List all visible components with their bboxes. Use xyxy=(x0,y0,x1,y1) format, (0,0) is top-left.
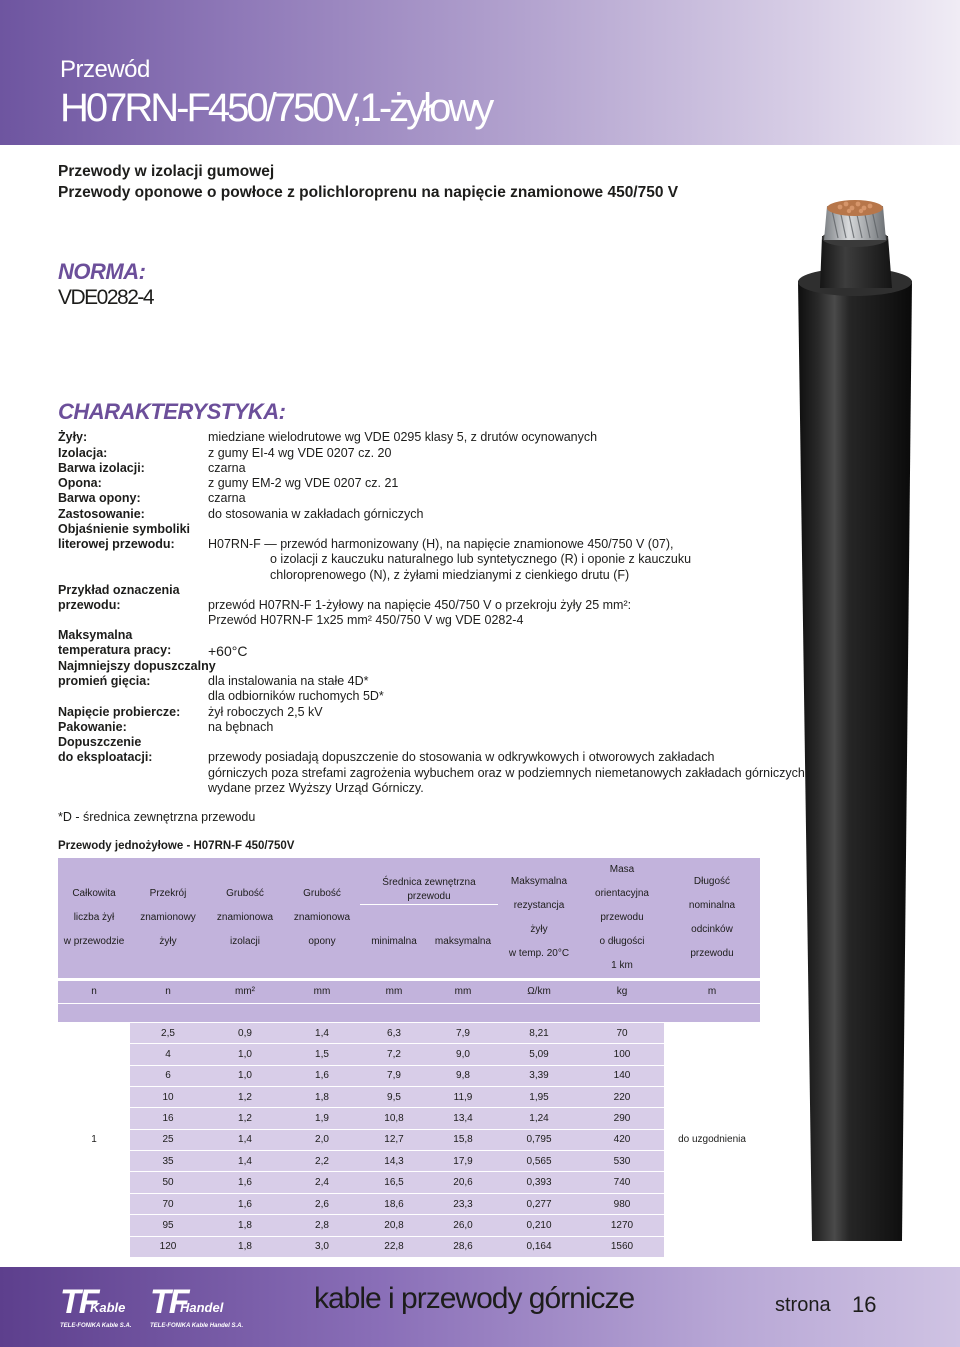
table-cell: 0,277 xyxy=(498,1193,580,1214)
table-row xyxy=(58,1171,760,1192)
footer-title: kable i przewody górnicze xyxy=(314,1282,635,1315)
header-cross-section: Przekrój znamionowy żyły xyxy=(130,858,206,978)
table-cell: 1270 xyxy=(580,1214,664,1235)
subtitle-2: Przewody oponowe o powłoce z polichloroprenu na napięcie znamionowe 450/750 V xyxy=(58,184,679,201)
table-cell: 1,6 xyxy=(206,1193,284,1214)
table-cell: 9,5 xyxy=(360,1086,428,1107)
table-cell: 2,6 xyxy=(284,1193,360,1214)
table-cell: 220 xyxy=(580,1086,664,1107)
logo-word: Handel xyxy=(180,1300,224,1315)
spec-value-temp: +60°C xyxy=(208,643,248,659)
table-cell: 0,565 xyxy=(498,1150,580,1171)
table-cell: 1,9 xyxy=(284,1107,360,1128)
table-cell: 13,4 xyxy=(428,1107,498,1128)
table-cell: 10 xyxy=(130,1086,206,1107)
table-cell: 35 xyxy=(130,1150,206,1171)
table-cell: 9,0 xyxy=(428,1043,498,1064)
table-cell: 25 xyxy=(130,1129,206,1150)
table-cell: 2,4 xyxy=(284,1171,360,1192)
table-cell: 980 xyxy=(580,1193,664,1214)
spec-label-temp-1: Maksymalna xyxy=(58,628,133,642)
spec-label-test-voltage: Napięcie probiercze: xyxy=(58,705,181,719)
table-cell: 2,5 xyxy=(130,1022,206,1043)
header-sheath-thickness: Grubość znamionowa opony xyxy=(284,858,360,978)
table-cell: 2,0 xyxy=(284,1129,360,1150)
subtitle-1: Przewody w izolacji gumowej xyxy=(58,163,275,180)
table-cell: 5,09 xyxy=(498,1043,580,1064)
table-row xyxy=(58,1107,760,1128)
logo-tf-kable xyxy=(60,1283,140,1329)
table-cell: 16,5 xyxy=(360,1171,428,1192)
spec-label-insulation: Izolacja: xyxy=(58,446,108,460)
spec-value-approval-line-3: wydane przez Wyższy Urząd Górniczy. xyxy=(208,781,424,795)
table-row xyxy=(58,1129,760,1150)
table-cell: 1,6 xyxy=(206,1171,284,1192)
cable-image xyxy=(780,196,930,1246)
spec-label-insulation-color: Barwa izolacji: xyxy=(58,461,145,475)
table-row xyxy=(58,1214,760,1235)
table-cell: 3,39 xyxy=(498,1065,580,1086)
table-caption: Przewody jednożyłowe - H07RN-F 450/750V xyxy=(58,840,295,852)
table-cell: 2,2 xyxy=(284,1150,360,1171)
table-spacer xyxy=(58,1003,760,1022)
logo-subtitle: TELE-FONIKA Kable S.A. xyxy=(60,1323,132,1329)
table-row xyxy=(58,1086,760,1107)
table-cell: 120 xyxy=(130,1236,206,1257)
spec-value-bend-line-1: dla instalowania na stałe 4D* xyxy=(208,674,369,688)
header-diameter-min: minimalna xyxy=(360,905,428,978)
table-cell: 0,393 xyxy=(498,1171,580,1192)
table-row xyxy=(58,1150,760,1171)
unit-cell: mm xyxy=(428,978,498,1003)
table-cell: 70 xyxy=(130,1193,206,1214)
spacer-row xyxy=(58,1003,760,1022)
spec-label-temp-2: temperatura pracy: xyxy=(58,643,172,657)
table-cell: 4 xyxy=(130,1043,206,1064)
table-cell: 1,8 xyxy=(206,1236,284,1257)
logo-tf-handel xyxy=(150,1283,250,1329)
spec-value-test-voltage: żył roboczych 2,5 kV xyxy=(208,705,323,719)
cable-spec-table xyxy=(58,858,760,1257)
spec-value-insulation: z gumy EI-4 wg VDE 0207 cz. 20 xyxy=(208,446,392,460)
spec-value-cores: miedziane wielodrutowe wg VDE 0295 klasy 5, z drutów ocynowanych xyxy=(208,430,598,444)
table-row xyxy=(58,1193,760,1214)
table-cell: 11,9 xyxy=(428,1086,498,1107)
table-cell: 1,95 xyxy=(498,1086,580,1107)
spec-value-sheath-color: czarna xyxy=(208,491,246,505)
table-cell: 1,4 xyxy=(206,1129,284,1150)
table-cell: 1,5 xyxy=(284,1043,360,1064)
page-number: 16 xyxy=(852,1292,877,1317)
table-cell: 1560 xyxy=(580,1236,664,1257)
unit-cell: Ω/km xyxy=(498,978,580,1003)
spec-label-symbol-1: Objaśnienie symboliki xyxy=(58,522,190,536)
table-cell: 10,8 xyxy=(360,1107,428,1128)
spec-label-bend-1: Najmniejszy dopuszczalny xyxy=(58,659,216,673)
table-cell: 95 xyxy=(130,1214,206,1235)
table-cell: 23,3 xyxy=(428,1193,498,1214)
unit-cell: kg xyxy=(580,978,664,1003)
table-row xyxy=(58,1043,760,1064)
spec-value-bend-line-2: dla odbiorników ruchomych 5D* xyxy=(208,689,384,703)
page-label: strona xyxy=(775,1294,831,1316)
table-cell: 1,4 xyxy=(206,1150,284,1171)
spec-label-sheath: Opona: xyxy=(58,476,102,490)
characteristics-heading: CHARAKTERYSTYKA: xyxy=(58,399,286,424)
table-cell: 0,795 xyxy=(498,1129,580,1150)
table-cell: 420 xyxy=(580,1129,664,1150)
norma-value: VDE0282-4 xyxy=(58,286,154,309)
table-cell: 7,9 xyxy=(428,1022,498,1043)
table-cell: 17,9 xyxy=(428,1150,498,1171)
table-body xyxy=(58,1022,760,1257)
table-cell: 15,8 xyxy=(428,1129,498,1150)
table-cell: 20,6 xyxy=(428,1171,498,1192)
table-cell: 26,0 xyxy=(428,1214,498,1235)
table-cell: 1,0 xyxy=(206,1065,284,1086)
table-cell: 0,9 xyxy=(206,1022,284,1043)
table-cell: 100 xyxy=(580,1043,664,1064)
unit-cell: mm xyxy=(360,978,428,1003)
header-total-cores: Całkowita liczba żył w przewodzie xyxy=(58,858,130,978)
table-cell: 1,8 xyxy=(284,1086,360,1107)
spec-value-symbol-line-1: H07RN-F ― przewód harmonizowany (H), na napięcie znamionowe 450/750 V (07), xyxy=(208,537,674,551)
header-outer-diameter: Średnica zewnętrzna przewodu xyxy=(360,858,498,905)
spec-label-example-2: przewodu: xyxy=(58,598,121,612)
header-max-resistance: Maksymalna rezystancja żyły w temp. 20°C xyxy=(498,858,580,978)
table-cell: 1,2 xyxy=(206,1086,284,1107)
spec-value-application: do stosowania w zakładach górniczych xyxy=(208,507,424,521)
logo-subtitle: TELE-FONIKA Kable Handel S.A. xyxy=(150,1323,244,1329)
header-insulation-thickness: Grubość znamionowa izolacji xyxy=(206,858,284,978)
table-cell: 530 xyxy=(580,1150,664,1171)
spec-label-sheath-color: Barwa opony: xyxy=(58,491,141,505)
spec-value-approval-line-2: górniczych poza strefami zagrożenia wybuchem oraz w podziemnych niemetanowych zakładach górniczych xyxy=(208,766,805,780)
table-cell: 290 xyxy=(580,1107,664,1128)
spec-label-example-1: Przykład oznaczenia xyxy=(58,583,180,597)
spec-value-approval-line-1: przewody posiadają dopuszczenie do stosowania w odkrywkowych i otworowych zakładach xyxy=(208,750,715,764)
table-cell: 2,8 xyxy=(284,1214,360,1235)
table-cell: 0,210 xyxy=(498,1214,580,1235)
product-kicker: Przewód xyxy=(60,56,150,83)
spec-value-sheath: z gumy EM-2 wg VDE 0207 cz. 21 xyxy=(208,476,399,490)
table-cell: 6 xyxy=(130,1065,206,1086)
header-diameter-max: maksymalna xyxy=(428,905,498,978)
header-nominal-length: Długość nominalna odcinków przewodu xyxy=(664,858,760,978)
spec-value-packaging: na bębnach xyxy=(208,720,274,734)
table-cell: 140 xyxy=(580,1065,664,1086)
units-row xyxy=(58,978,760,1003)
spec-label-symbol-2: literowej przewodu: xyxy=(58,537,175,551)
spec-label-application: Zastosowanie: xyxy=(58,507,145,521)
table-cell: 28,6 xyxy=(428,1236,498,1257)
table-cell: 70 xyxy=(580,1022,664,1043)
table-cell: 7,2 xyxy=(360,1043,428,1064)
cell-total-cores: 1 xyxy=(58,1022,130,1257)
logo-mark: TF xyxy=(60,1283,98,1321)
table-cell: 16 xyxy=(130,1107,206,1128)
table-cell: 6,3 xyxy=(360,1022,428,1043)
spec-value-example-line-1: przewód H07RN-F 1-żyłowy na napięcie 450/750 V o przekroju żyły 25 mm²: xyxy=(208,598,632,612)
spec-value-insulation-color: czarna xyxy=(208,461,246,475)
cell-nominal-length: do uzgodnienia xyxy=(664,1022,760,1257)
logo-mark: TF xyxy=(150,1283,188,1321)
table-cell: 50 xyxy=(130,1171,206,1192)
table-cell: 1,6 xyxy=(284,1065,360,1086)
product-title: H07RN-F450/750V,1-żyłowy xyxy=(60,86,492,130)
spec-label-packaging: Pakowanie: xyxy=(58,720,127,734)
table-cell: 1,2 xyxy=(206,1107,284,1128)
table-cell: 14,3 xyxy=(360,1150,428,1171)
table-cell: 22,8 xyxy=(360,1236,428,1257)
table-cell: 3,0 xyxy=(284,1236,360,1257)
table-row xyxy=(58,1022,760,1043)
table-cell: 1,8 xyxy=(206,1214,284,1235)
spec-value-symbol-line-3: chloroprenowego (N), z żyłami miedzianymi z cienkiego drutu (F) xyxy=(270,568,630,582)
spec-label-approval-1: Dopuszczenie xyxy=(58,735,142,749)
footnote: *D - średnica zewnętrzna przewodu xyxy=(58,810,256,824)
table-cell: 1,24 xyxy=(498,1107,580,1128)
unit-cell: mm² xyxy=(206,978,284,1003)
table-cell: 20,8 xyxy=(360,1214,428,1235)
table-cell: 0,164 xyxy=(498,1236,580,1257)
table-row xyxy=(58,1236,760,1257)
table-cell: 8,21 xyxy=(498,1022,580,1043)
table-cell: 1,4 xyxy=(284,1022,360,1043)
spec-label-cores: Żyły: xyxy=(58,430,88,444)
unit-cell: m xyxy=(664,978,760,1003)
table-cell: 7,9 xyxy=(360,1065,428,1086)
norma-heading: NORMA: xyxy=(58,259,146,284)
table-cell: 12,7 xyxy=(360,1129,428,1150)
table-row xyxy=(58,1065,760,1086)
spec-value-symbol-line-2: o izolacji z kauczuku naturalnego lub syntetycznego (R) i oponie z kauczuku xyxy=(270,552,692,566)
logo-word: Kable xyxy=(90,1300,126,1315)
table-cell: 9,8 xyxy=(428,1065,498,1086)
unit-cell: n xyxy=(130,978,206,1003)
table-cell: 1,0 xyxy=(206,1043,284,1064)
spec-value-example-line-2: Przewód H07RN-F 1x25 mm² 450/750 V wg VDE 0282-4 xyxy=(208,613,524,627)
table-cell: 18,6 xyxy=(360,1193,428,1214)
unit-cell: n xyxy=(58,978,130,1003)
unit-cell: mm xyxy=(284,978,360,1003)
table-cell: 740 xyxy=(580,1171,664,1192)
spec-label-approval-2: do eksploatacji: xyxy=(58,750,153,764)
header-approx-weight: Masa orientacyjna przewodu o długości 1 km xyxy=(580,858,664,978)
spec-label-bend-2: promień gięcia: xyxy=(58,674,151,688)
